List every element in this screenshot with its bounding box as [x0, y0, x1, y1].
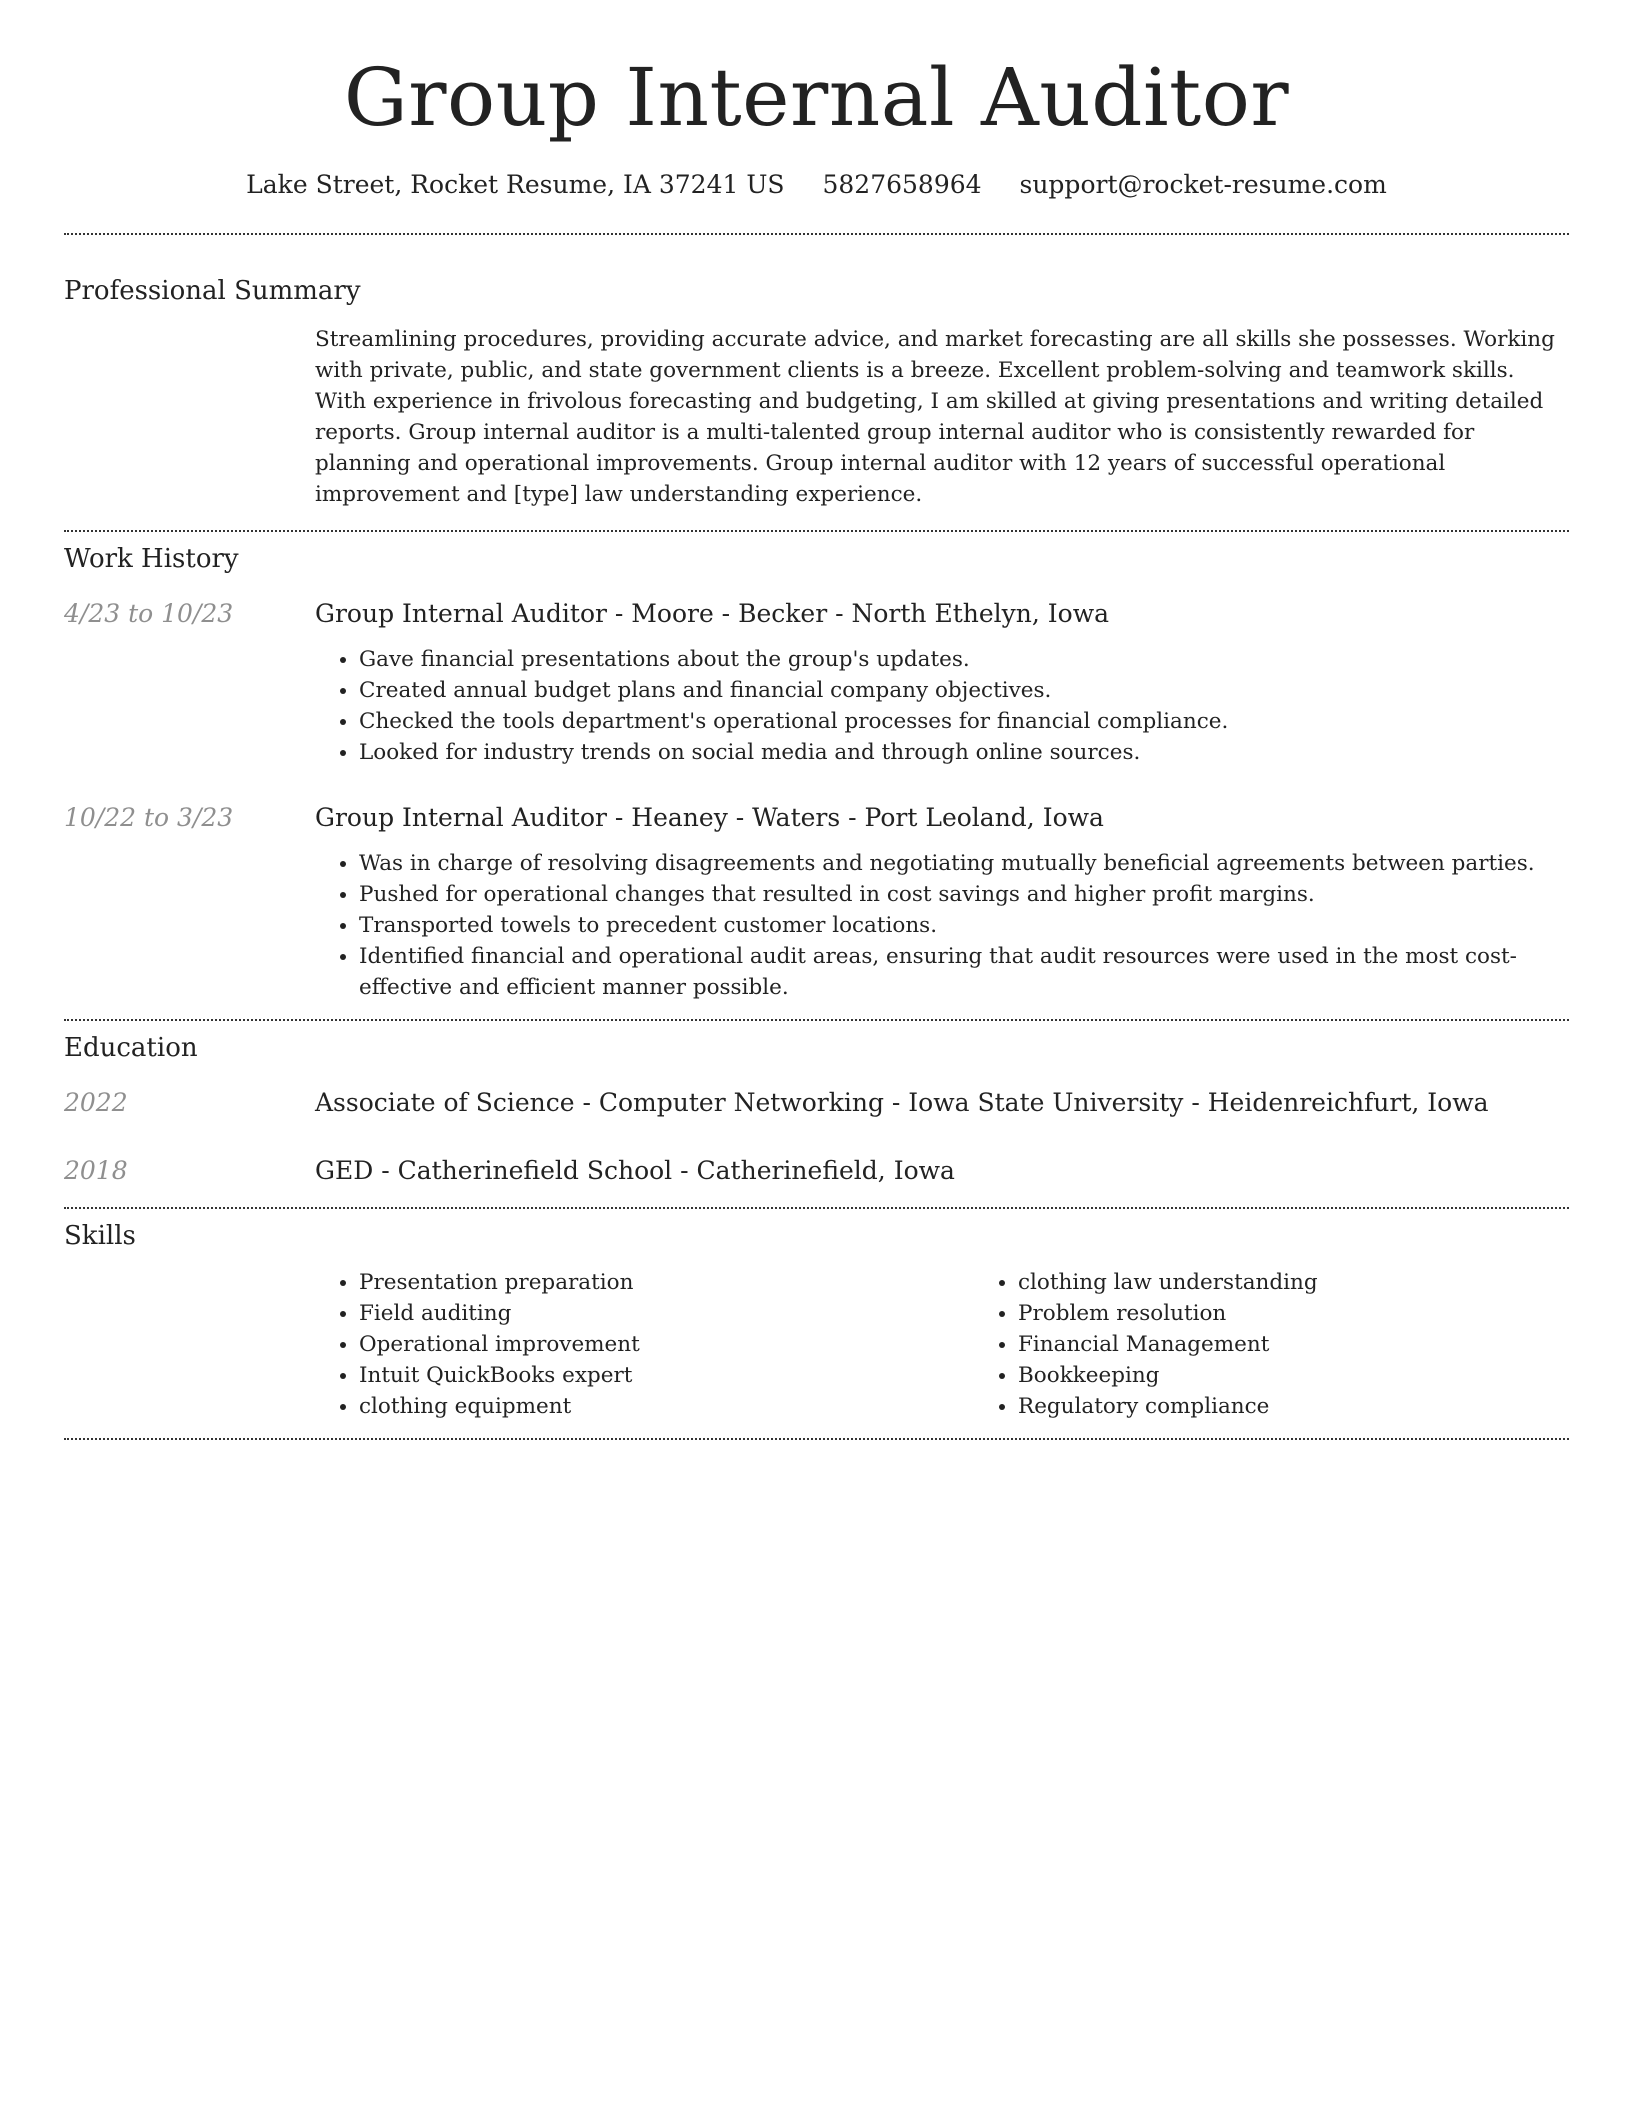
skills-section: [64, 1221, 1569, 1422]
job-role: Group Internal Auditor: [315, 803, 607, 832]
contact-email: support@rocket-resume.com: [1019, 170, 1387, 199]
list-item: • Field auditing: [359, 1298, 974, 1329]
job-entry: [64, 598, 1569, 768]
section-title-skills: Skills: [64, 1221, 136, 1251]
education-content: [315, 1087, 1569, 1119]
section-title-summary: Professional Summary: [64, 276, 361, 306]
list-item: • Regulatory compliance: [1018, 1391, 1632, 1422]
education-degree: Associate of Science - Computer Networking: [315, 1088, 884, 1117]
list-item: • Presentation preparation: [359, 1267, 974, 1298]
resume-page: [64, 0, 1569, 1440]
summary-content: [315, 324, 1569, 510]
contact-phone: 5827658964: [822, 170, 982, 199]
list-item: • Bookkeeping: [1018, 1360, 1632, 1391]
contact-line: [64, 170, 1569, 199]
list-item: • Operational improvement: [359, 1329, 974, 1360]
job-dates: 10/22 to 3/23: [64, 803, 234, 832]
list-item: • Identified financial and operational audit areas, ensuring that audit resources were used in the most cost-effective and efficient manner possible.: [359, 941, 1569, 1003]
list-item: • Was in charge of resolving disagreements and negotiating mutually beneficial agreements between parties.: [359, 848, 1569, 879]
education-section: [64, 1033, 1569, 1187]
education-degree: GED: [315, 1156, 374, 1185]
list-item: • Financial Management: [1018, 1329, 1632, 1360]
summary-text: Streamlining procedures, providing accurate advice, and market forecasting are all skills she possesses. Working with private, public, and state government clients is a breeze. Excellent problem-solving and teamwork skills. With experience in frivolous forecasting and budgeting, I am skilled at giving presentations and writing detailed reports. Group internal auditor is a multi-talented group internal auditor who is consistently rewarded for planning and operational improvements. Group internal auditor with 12 years of successful operational improvement and [type] law understanding experience.: [315, 327, 1555, 507]
education-title: [315, 1087, 1569, 1119]
job-bullets: [315, 644, 1569, 768]
list-item: • Looked for industry trends on social media and through online sources.: [359, 737, 1569, 768]
skills-row: [64, 1267, 1569, 1422]
job-title: [315, 802, 1569, 834]
list-item: • Pushed for operational changes that resulted in cost savings and higher profit margins.: [359, 879, 1569, 910]
divider: [64, 233, 1569, 235]
education-school: - Catherinefield School - Catherinefield, Iowa: [373, 1156, 955, 1185]
work-history-section: [64, 544, 1569, 1003]
summary-section: [64, 276, 1569, 510]
job-company-location: - Heaney - Waters - Port Leoland, Iowa: [606, 803, 1104, 832]
skills-column-1: [315, 1267, 974, 1422]
education-content: [315, 1155, 1569, 1187]
list-item: • Gave financial presentations about the group's updates.: [359, 644, 1569, 675]
divider: [64, 1019, 1569, 1021]
section-title-work: Work History: [64, 544, 239, 574]
list-item: • Intuit QuickBooks expert: [359, 1360, 974, 1391]
education-entry: [64, 1087, 1569, 1119]
list-item: • clothing equipment: [359, 1391, 974, 1422]
section-title-education: Education: [64, 1033, 198, 1063]
job-content: [315, 598, 1569, 768]
list-item: • Checked the tools department's operational processes for financial compliance.: [359, 706, 1569, 737]
candidate-name: Group Internal Auditor: [343, 51, 1290, 144]
education-title: [315, 1155, 1569, 1187]
education-year: 2022: [64, 1088, 128, 1117]
job-content: [315, 802, 1569, 1003]
education-school: - Iowa State University - Heidenreichfurt, Iowa: [883, 1088, 1489, 1117]
summary-row: [64, 324, 1569, 510]
contact-address: Lake Street, Rocket Resume, IA 37241 US: [246, 170, 785, 199]
list-item: • Problem resolution: [1018, 1298, 1632, 1329]
job-role: Group Internal Auditor: [315, 599, 607, 628]
list-item: • clothing law understanding: [1018, 1267, 1632, 1298]
job-entry: [64, 802, 1569, 1003]
job-dates: 4/23 to 10/23: [64, 599, 234, 628]
job-title: [315, 598, 1569, 630]
job-bullets: [315, 848, 1569, 1003]
education-year: 2018: [64, 1156, 128, 1185]
list-item: • Transported towels to precedent customer locations.: [359, 910, 1569, 941]
education-entry: [64, 1155, 1569, 1187]
job-company-location: - Moore - Becker - North Ethelyn, Iowa: [606, 599, 1109, 628]
divider: [64, 1207, 1569, 1209]
skills-column-2: [974, 1267, 1632, 1422]
skills-grid: [315, 1267, 1632, 1422]
divider: [64, 530, 1569, 532]
divider: [64, 1438, 1569, 1440]
list-item: • Created annual budget plans and financial company objectives.: [359, 675, 1569, 706]
